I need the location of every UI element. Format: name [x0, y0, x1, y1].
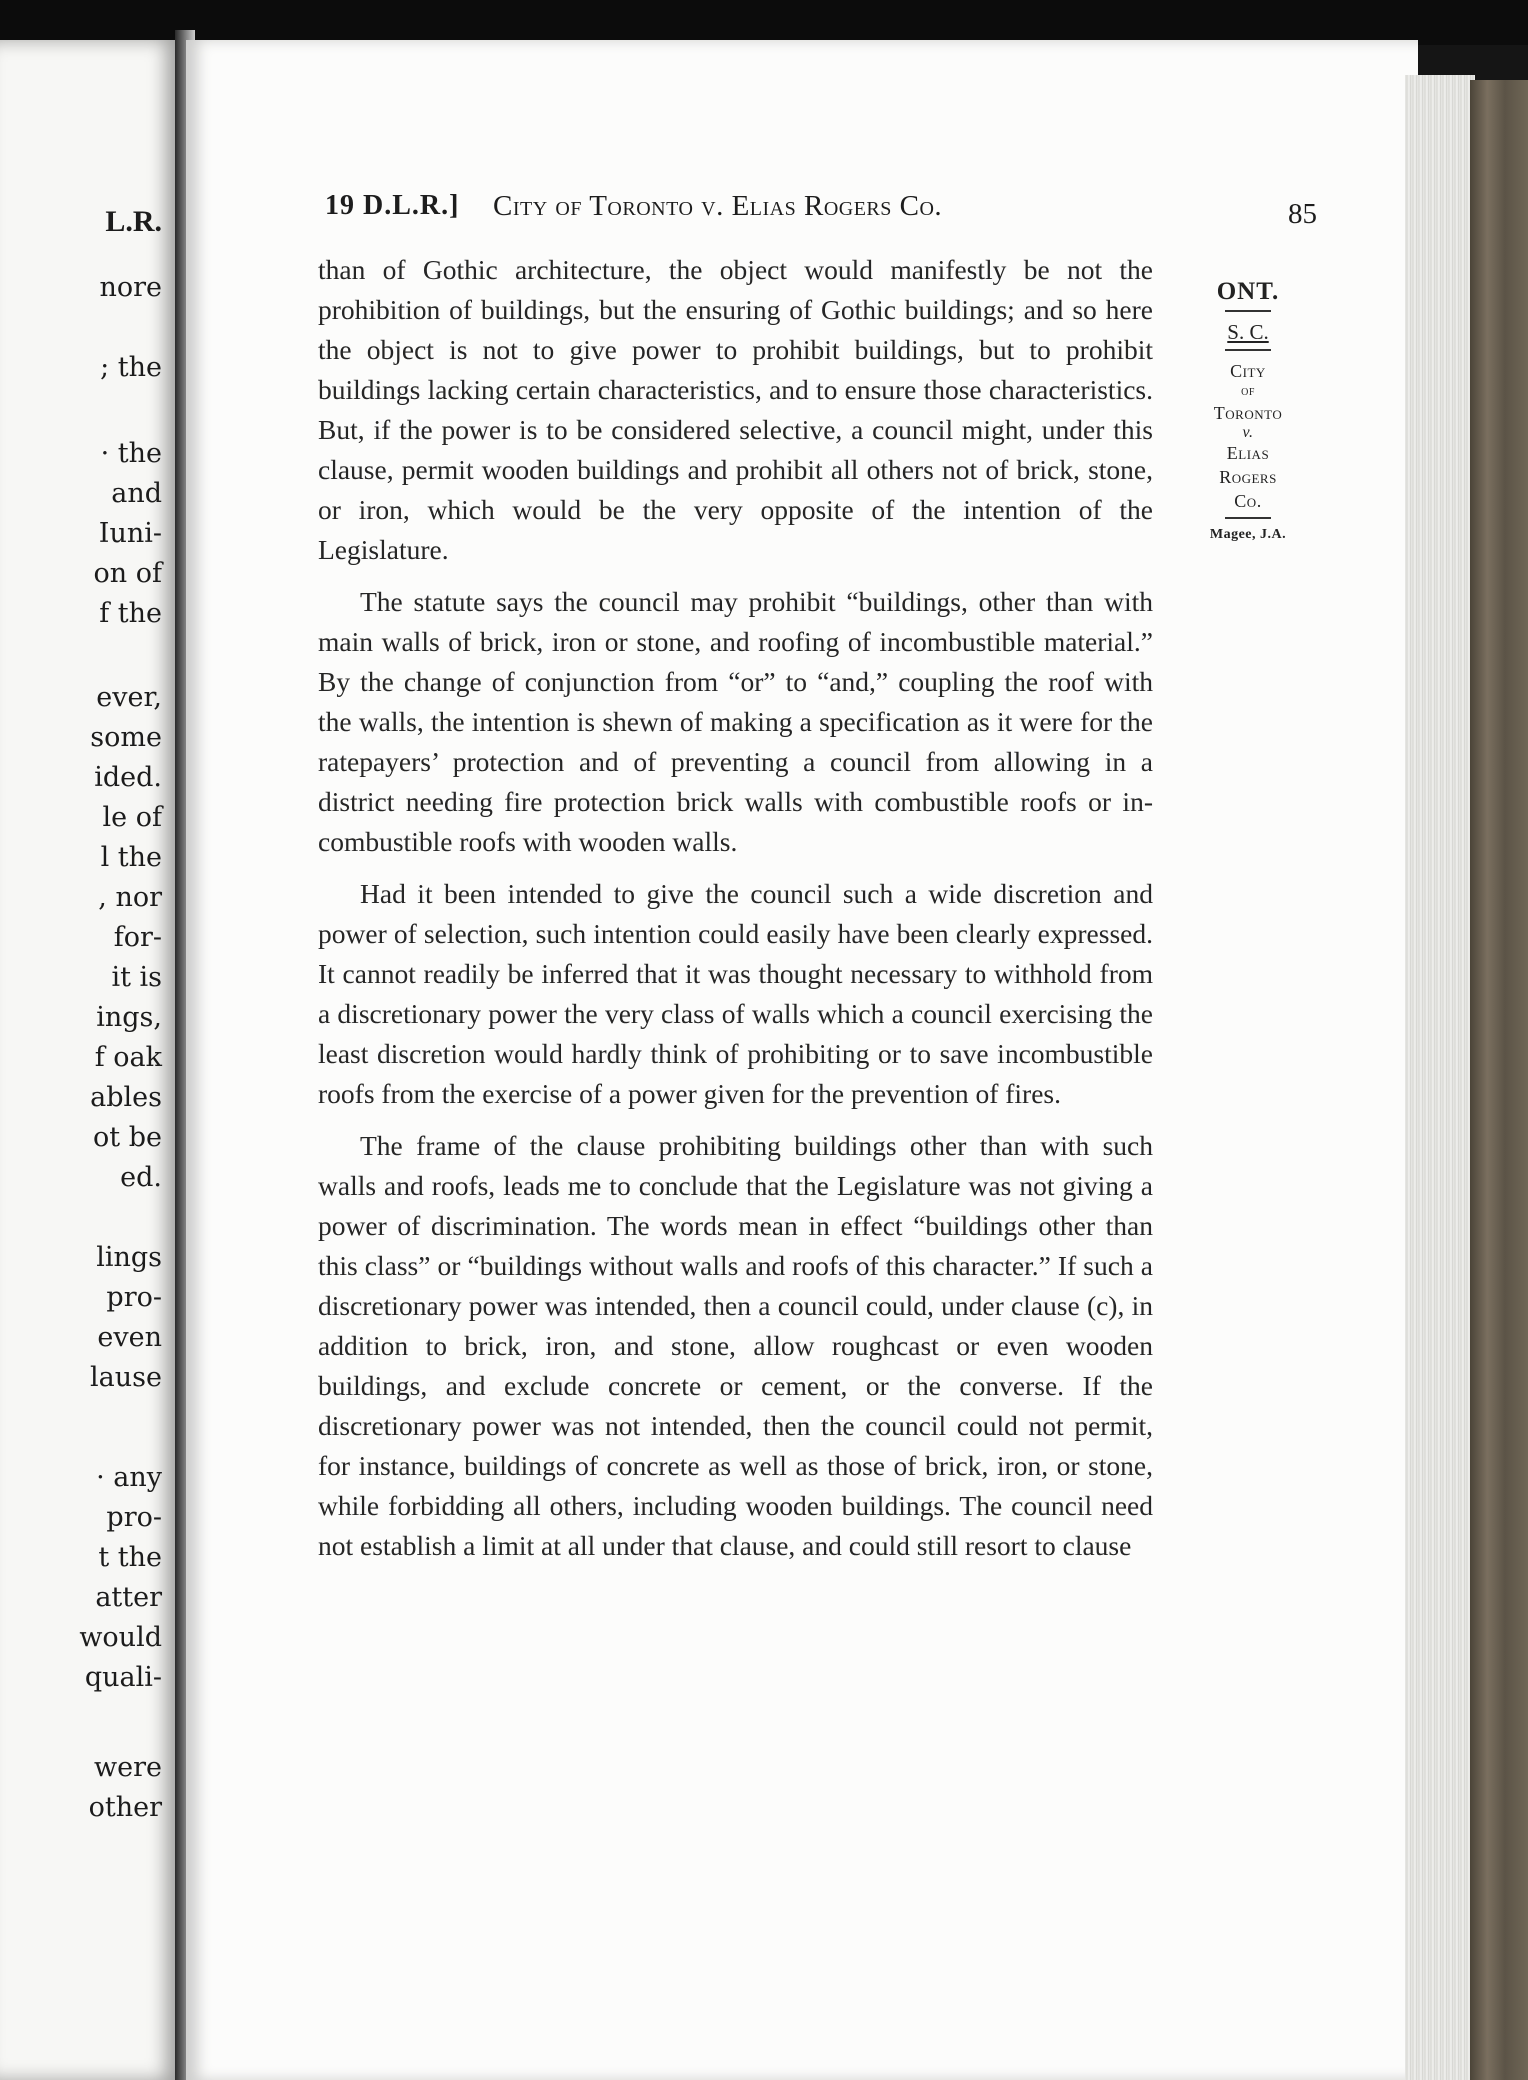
running-head [325, 190, 1325, 230]
left-page-line-fragment: for- [113, 922, 162, 953]
left-page-line-fragment: , nor [98, 882, 162, 913]
case-name-line: Elias [1226, 443, 1270, 463]
paragraph: than of Gothic architecture, the object would manifestly be not the prohibition of buildings, but the ensuring of Gothic buildings; and so here the object is not to give power to prohibit buildings, but to prohibit buildings lacking certain characteristics, and to ensure those characteristics. But, if the power is to be considered selective, a council might, under this clause, permit wooden buildings and prohibit all others not of brick, stone, or iron, which would be the very opposite of the intention of the Legislature. [318, 254, 1153, 565]
left-page-line-fragment: Iuni- [98, 518, 162, 549]
left-page-line-fragment: ings, [96, 1002, 162, 1033]
left-page-line-fragment: lings [96, 1242, 162, 1273]
paragraph: The frame of the clause prohibiting buildings other than with such walls and roofs, leads me to conclude that the Legislature was not giving a power of discrimination. The words mean in effect “buildings other than this class” or “buildings without walls and roofs of this character.” If such a discretionary power was intended, then a council could, under clause (c), in addition to brick, iron, and stone, allow roughcast or even wooden buildings, and exclude concrete or cement, or the converse. If the discretionary power was not intended, then the council could not permit, for instance, buildings of concrete as well as those of brick, iron, or stone, while forbidding all others, including wooden buildings. The council need not establish a limit at all under that clause, and could still resort to clause [318, 1130, 1153, 1561]
case-name-line: Toronto [1213, 403, 1283, 423]
left-page-line-fragment: pro- [106, 1502, 162, 1533]
left-page-line-fragment: ot be [93, 1122, 162, 1153]
case-name-line: Rogers [1219, 467, 1277, 487]
left-page-line-fragment: it is [111, 962, 162, 993]
body-text [318, 250, 1153, 1578]
left-page-line-fragment: would [79, 1622, 162, 1653]
judge-label: Magee, J.A. [1209, 527, 1287, 542]
left-page-line-fragment: f the [99, 598, 162, 629]
page-number: 85 [1288, 198, 1317, 230]
left-page-line-fragment: l the [100, 842, 162, 873]
left-page-line-fragment: and [111, 478, 162, 509]
case-name-line: v. [1242, 424, 1254, 441]
left-page-line-fragment: quali- [84, 1662, 162, 1693]
case-name-line: of [1241, 384, 1255, 399]
left-page-line-fragment: on of [93, 558, 162, 589]
left-page-line-fragment: ed. [120, 1162, 162, 1193]
case-title: City of Toronto v. Elias Rogers Co. [493, 190, 943, 222]
case-name-line: Co. [1234, 491, 1262, 511]
divider [1225, 310, 1271, 312]
case-name-line: City [1230, 361, 1266, 381]
paragraph: Had it been intended to give the council such a wide discretion and power of selection, such intention could easily have been clearly expressed. It cannot readily be inferred that it was thought necessary to withhold from a discretionary power the very class of walls which a council exercising the least discretion would hardly think of prohibiting or to save incombustible roofs from the exercise of a power given for the prevention of fires. [318, 878, 1153, 1109]
left-page-line-fragment: ided. [94, 762, 162, 793]
margin-note [1183, 278, 1313, 543]
left-page-line-fragment: atter [95, 1582, 162, 1613]
left-page-line-fragment: even [97, 1322, 162, 1353]
left-page-line-fragment: le of [102, 802, 162, 833]
left-page-line-fragment: ever, [96, 682, 162, 713]
left-page-line-fragment: lause [90, 1362, 162, 1393]
divider [1225, 349, 1271, 351]
left-page-line-fragment: were [94, 1752, 162, 1783]
left-page-line-fragment: ables [90, 1082, 162, 1113]
left-page-line-fragment: other [88, 1792, 162, 1823]
left-page-line-fragment: f oak [94, 1042, 162, 1073]
left-page-line-fragment: nore [99, 272, 162, 303]
left-page-line-fragment: ; the [100, 352, 162, 383]
scan-background [0, 0, 1528, 45]
jurisdiction-label: ONT. [1216, 278, 1280, 305]
left-page-header-fragment: L.R. [105, 205, 162, 238]
divider [1225, 517, 1271, 519]
court-label: S. C. [1227, 320, 1269, 344]
left-page-line-fragment: some [90, 722, 162, 753]
paragraph: The statute says the council may prohibit “buildings, other than with main walls of brick, iron or stone, and roofing of incombustible material.” By the change of conjunction from “or” to “and,” coupling the roof with the walls, the intention is shewn of making a specification as it were for the ratepayers’ protection and of preventing a council from allowing in a district needing fire protection brick walls with combustible roofs or incombustible roofs with wooden walls. [318, 586, 1153, 857]
left-page-line-fragment: pro- [106, 1282, 162, 1313]
left-page-line-fragment: · the [100, 438, 162, 469]
volume-reference: 19 D.L.R.] [325, 190, 460, 221]
page-edge-stack [1405, 75, 1475, 2080]
left-facing-page [0, 40, 180, 2080]
left-page-line-fragment: · any [96, 1462, 162, 1493]
left-page-line-fragment: t the [98, 1542, 162, 1573]
book-cover-edge [1470, 80, 1528, 2080]
